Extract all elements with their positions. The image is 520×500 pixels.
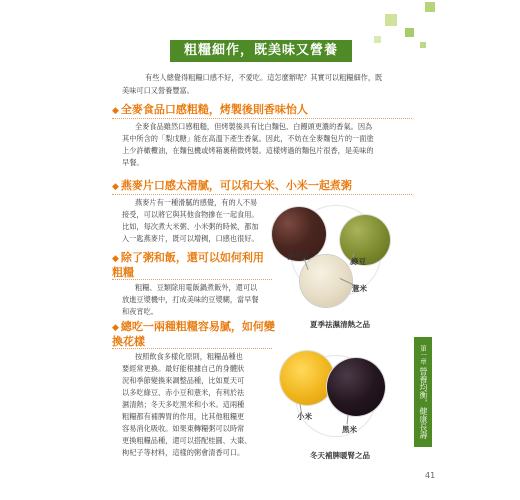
bullet-icon: ◆ (112, 254, 119, 264)
body-line: 和夜宵吃。 (122, 307, 158, 316)
figure-caption: 夏季祛濕清熱之品 (310, 320, 370, 329)
body-line: 容易消化吸收。如果東轉糧粥可以時常 (122, 424, 245, 433)
body-line: 以多吃綠豆、赤小豆和薏米，有利於祛 (122, 388, 245, 397)
page-number: 41 (425, 471, 436, 480)
millet-image (280, 351, 334, 405)
chapter-number: 第一章 (419, 344, 427, 365)
red-bean-label: 赤小豆 (287, 252, 310, 261)
black-rice-label: 黑米 (342, 425, 357, 434)
decor-square (425, 2, 435, 12)
intro-line: 美味可口又營養豐富。 (122, 86, 194, 95)
body-line: 粗糧、豆類除用電飯鍋煮飯外，還可以 (135, 283, 258, 292)
decor-square (405, 28, 414, 37)
bullet-icon: ◆ (112, 182, 119, 192)
divider (112, 194, 412, 195)
section-heading: ◆ 除了粥和飯，還可以如何利用粗糧 (112, 251, 264, 279)
decor-square (374, 36, 381, 43)
section-heading: ◆ 總吃一兩種粗糧容易膩，如何變換花樣 (112, 320, 275, 348)
bullet-icon: ◆ (112, 323, 119, 333)
divider (112, 118, 412, 119)
decor-square (385, 14, 397, 26)
body-line: 全麥食品雖然口感粗糙，但烤製後具有比白麵包、白饅頭更濃的香氣。因為 (135, 122, 373, 131)
body-line: 更換粗糧品種，還可以搭配桂圓、大棗、 (122, 436, 252, 445)
barley-label: 薏米 (352, 284, 367, 293)
chapter-tab (414, 337, 432, 447)
body-line: 要經常更換。最好能根據自己的身體狀 (122, 364, 245, 373)
section-heading: ◆ 燕麥片口感太滑膩，可以和大米、小米一起煮粥 (112, 179, 352, 192)
millet-label: 小米 (297, 412, 312, 421)
mung-bean-label: 綠豆 (351, 257, 366, 266)
bullet-icon: ◆ (112, 106, 119, 116)
black-rice-image (327, 358, 385, 416)
divider (112, 279, 272, 280)
body-line: 枸杞子等材料，這樣的粥會清香可口。 (122, 448, 245, 457)
body-line: 入一匙燕麥片，既可以增稠，口感也很好。 (122, 234, 259, 243)
divider (112, 348, 272, 349)
body-line: 其中所含的「梨戊糖」能在高溫下產生香氣。因此，不妨在全麥麵包片的一面塗 (122, 134, 374, 143)
decor-square (420, 42, 426, 48)
page-title: 粗糧細作，既美味又營養 (170, 40, 352, 62)
body-line: 比如，每次煮大米粥、小米粥的時候，都加 (122, 222, 259, 231)
intro-line: 有些人總覺得粗糧口感不好，不愛吃。這怎麼辦呢？其實可以粗糧細作，既 (145, 73, 383, 82)
body-line: 接受，可以將它與其他食物摻在一起食用。 (122, 210, 259, 219)
body-line: 燕麥片有一種滑膩的感覺，有的人不易 (135, 198, 258, 207)
body-line: 按照飲食多樣化原則，粗糧品種也 (135, 352, 243, 361)
body-line: 放進豆漿機中，打成美味的豆漿糊，當早餐 (122, 295, 259, 304)
body-line: 早餐。 (122, 158, 144, 167)
chapter-title: 營養均衡，健康長壽 (419, 367, 428, 440)
body-line: 濕清熱；冬天多吃黑米和小米。這兩種 (122, 400, 245, 409)
section-heading: ◆ 全麥食品口感粗糙，烤製後則香味怡人 (112, 103, 308, 116)
figure-caption: 冬天補脾暖腎之品 (310, 451, 370, 460)
body-line: 上少許橄欖油，在麵包機或烤箱裏稍微烤製。這樣烤過的麵包片很香，是美味的 (122, 146, 374, 155)
body-line: 粗糧都有補脾胃的作用，比其他粗糧更 (122, 412, 245, 421)
body-line: 況和季節變換來調整品種，比如夏天可 (122, 376, 245, 385)
